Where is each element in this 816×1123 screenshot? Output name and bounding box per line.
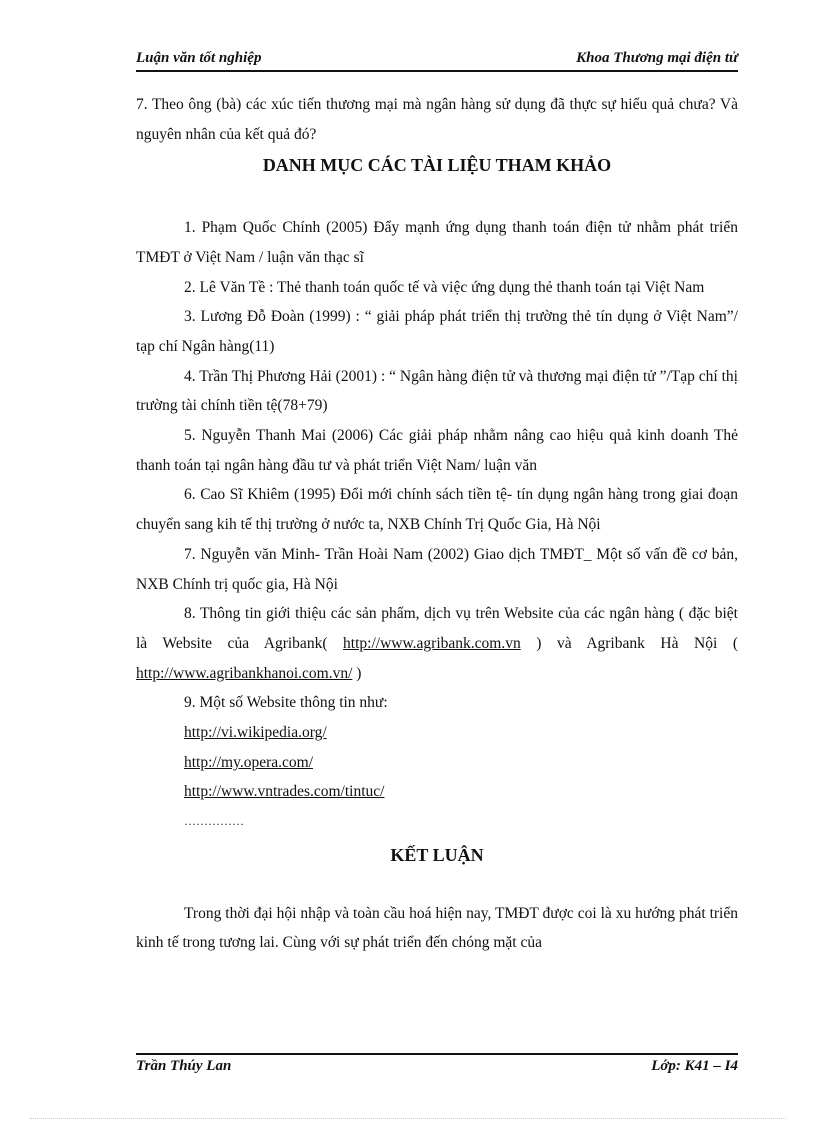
reference-item-2: 2. Lê Văn Tề : Thẻ thanh toán quốc tế và việc ứng dụng thẻ thanh toán tại Việt Nam [184,278,705,296]
reference-8-text-3: ) [356,664,362,682]
reference-8-text-1: 8. Thông tin giới thiệu các sản phẩm, dịch vụ trên Website của các ngân hàng ( đặc biệt là Website của Agribank( [136,605,738,652]
agribank-link[interactable]: http://www.agribank.com.vn [343,634,521,652]
page-footer [136,1058,738,1078]
reference-item-6: 6. Cao Sĩ Khiêm (1995) Đổi mới chính sách tiền tệ- tín dụng ngân hàng trong giai đoạn chuyển sang kih tế thị trường ở nước ta, NXB Chính Trị Quốc Gia, Hà Nội [136,486,738,534]
footer-class: Lớp: K41 – I4 [651,1058,738,1074]
reference-item-5: 5. Nguyễn Thanh Mai (2006) Các giải pháp nhằm nâng cao hiệu quả kinh doanh Thẻ thanh toán tại ngân hàng đầu tư và phát triển Việt Nam/ luận văn [136,427,738,474]
header-thesis-title: Luận văn tốt nghiệp [136,50,262,66]
page-edge-divider [30,1118,786,1119]
reference-item-9: 9. Một số Website thông tin như: [184,694,388,712]
references-heading: DANH MỤC CÁC TÀI LIỆU THAM KHẢO [262,155,612,176]
reference-item-1: 1. Phạm Quốc Chính (2005) Đẩy mạnh ứng dụng thanh toán điện tử nhằm phát triển TMĐT ở Việt Nam / luận văn thạc sĩ [136,219,738,266]
header-rule [136,70,738,72]
reference-item-7: 7. Nguyễn văn Minh- Trần Hoài Nam (2002) Giao dịch TMĐT_ Một số vấn đề cơ bản, NXB Chính trị quốc gia, Hà Nội [136,545,738,593]
conclusion-paragraph: Trong thời đại hội nhập và toàn cầu hoá hiện nay, TMĐT được coi là xu hướng phát triển kinh tế trong tương lai. Cùng với sự phát triển đến chóng mặt của [136,904,738,952]
reference-8-text-2: ) và Agribank Hà Nội ( [536,634,739,652]
reference-item-4: 4. Trần Thị Phương Hải (2001) : “ Ngân hàng điện tử và thương mại điện tử ”/Tạp chí thị trường tài chính tiền tệ(78+79) [136,367,738,415]
page-body [136,90,738,958]
footer-rule [136,1053,738,1055]
references-ellipsis: …………… [184,814,244,829]
opera-link[interactable]: http://my.opera.com/ [184,753,313,771]
header-faculty: Khoa Thương mại điện tử [576,50,738,66]
vntrades-link[interactable]: http://www.vntrades.com/tintuc/ [184,783,385,801]
survey-question-7: 7. Theo ông (bà) các xúc tiến thương mại mà ngân hàng sử dụng đã thực sự hiểu quả chưa? Và nguyên nhân của kết quả đó? [136,96,738,143]
reference-item-3: 3. Lương Đỗ Đoàn (1999) : “ giải pháp phát triển thị trường thẻ tín dụng ở Việt Nam”/ tạp chí Ngân hàng(11) [136,308,738,355]
reference-item-8 [136,599,738,688]
wikipedia-link[interactable]: http://vi.wikipedia.org/ [184,724,327,742]
page-header [136,50,738,70]
conclusion-heading: KẾT LUẬN [390,844,484,865]
agribank-hanoi-link[interactable]: http://www.agribankhanoi.com.vn/ [136,664,353,682]
footer-author: Trần Thúy Lan [136,1058,232,1074]
